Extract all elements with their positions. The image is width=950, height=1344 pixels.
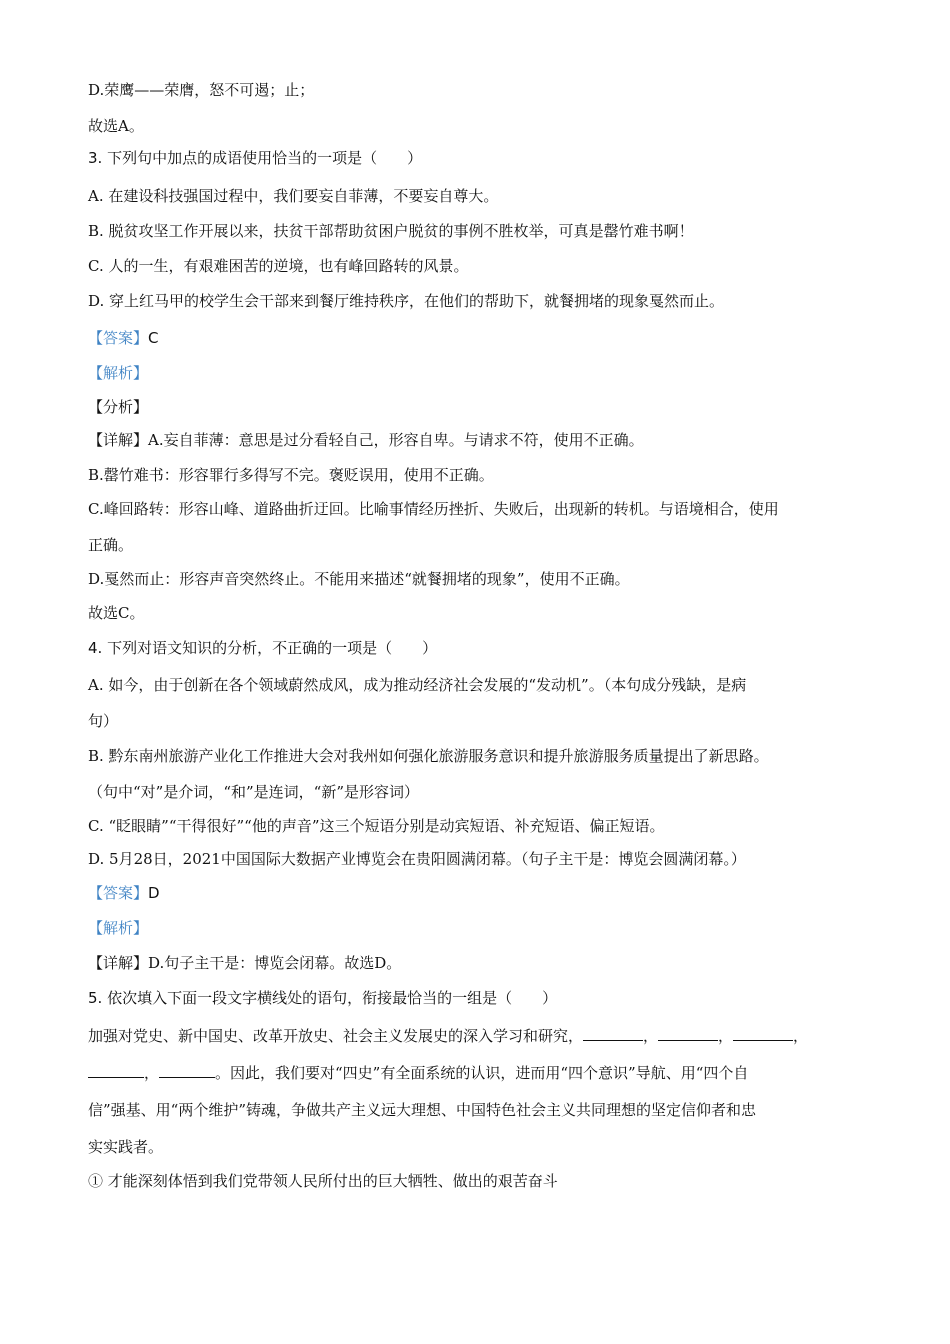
question-4-option-c: C. “眨眼睛”“干得很好”“他的声音”这三个短语分别是动宾短语、补充短语、偏正短语。 xyxy=(88,817,665,835)
fill-blank xyxy=(583,1026,643,1041)
question-4-option-d: D. 5月28日，2021中国国际大数据产业博览会在贵阳圆满闭幕。（句子主干是：博览会圆满闭幕。） xyxy=(88,850,746,868)
answer-value: D xyxy=(148,884,160,902)
fill-blank xyxy=(658,1026,718,1041)
text-line: 句） xyxy=(88,712,119,730)
question-3-option-c: C. 人的一生，有艰难困苦的逆境，也有峰回路转的风景。 xyxy=(88,257,469,275)
answer-line xyxy=(88,328,890,348)
question-5-stem: 5. 依次填入下面一段文字横线处的语句，衔接最恰当的一组是（ ） xyxy=(88,989,558,1007)
analysis-tag: 【解析】 xyxy=(88,364,149,382)
analysis-tag: 【解析】 xyxy=(88,919,149,937)
text-line: 【详解】D.句子主干是：博览会闭幕。故选D。 xyxy=(88,954,402,972)
answer-tag: 【答案】 xyxy=(88,884,149,902)
fill-blank xyxy=(159,1063,215,1078)
text-segment: 加强对党史、新中国史、改革开放史、社会主义发展史的深入学习和研究， xyxy=(88,1027,584,1045)
question-4-stem: 4. 下列对语文知识的分析，不正确的一项是（ ） xyxy=(88,639,438,657)
text-line: B.罄竹难书：形容罪行多得写不完。褒贬误用，使用不正确。 xyxy=(88,466,494,484)
text-line: D.戛然而止：形容声音突然终止。不能用来描述“就餐拥堵的现象”，使用不正确。 xyxy=(88,570,630,588)
question-3-option-d: D. 穿上红马甲的校学生会干部来到餐厅维持秩序，在他们的帮助下，就餐拥堵的现象戛然而止。 xyxy=(88,292,725,310)
question-3-option-b: B. 脱贫攻坚工作开展以来，扶贫干部帮助贫困户脱贫的事例不胜枚举，可真是罄竹难书啊！ xyxy=(88,222,694,240)
separator: ， xyxy=(793,1027,809,1045)
question-3-option-a: A. 在建设科技强国过程中，我们要妄自菲薄，不要妄自尊大。 xyxy=(88,187,499,205)
text-line: D.荣鹰——荣膺，怒不可遏；止； xyxy=(88,81,315,99)
fill-blank-line xyxy=(88,1026,890,1046)
text-line: 【分析】 xyxy=(88,398,149,416)
question-4-option-b: B. 黔东南州旅游产业化工作推进大会对我州如何强化旅游服务意识和提升旅游服务质量提出了新思路。 xyxy=(88,747,769,765)
answer-tag: 【答案】 xyxy=(88,329,149,347)
analysis-tag-line xyxy=(88,918,890,938)
fill-blank xyxy=(88,1063,144,1078)
separator: ， xyxy=(144,1064,160,1082)
text-line: （句中“对”是介词，“和”是连词，“新”是形容词） xyxy=(88,783,420,801)
text-segment: 。因此，我们要对“四史”有全面系统的认识，进而用“四个意识”导航、用“四个自 xyxy=(215,1064,749,1082)
fill-blank-line xyxy=(88,1063,890,1083)
text-line: 正确。 xyxy=(88,536,134,554)
question-3-stem: 3. 下列句中加点的成语使用恰当的一项是（ ） xyxy=(88,149,423,167)
text-line: ① 才能深刻体悟到我们党带领人民所付出的巨大牺牲、做出的艰苦奋斗 xyxy=(88,1172,558,1190)
question-4-option-a: A. 如今，由于创新在各个领域蔚然成风，成为推动经济社会发展的“发动机”。（本句成分残缺，是病 xyxy=(88,676,747,694)
text-line: 故选A。 xyxy=(88,117,144,135)
text-line: 实实践者。 xyxy=(88,1138,164,1156)
text-line: C.峰回路转：形容山峰、道路曲折迂回。比喻事情经历挫折、失败后，出现新的转机。与语境相合，使用 xyxy=(88,500,779,518)
answer-value: C xyxy=(148,329,159,347)
analysis-tag-line xyxy=(88,363,890,383)
text-line: 信”强基、用“两个维护”铸魂，争做共产主义远大理想、中国特色社会主义共同理想的坚定信仰者和忠 xyxy=(88,1101,757,1119)
text-line: 【详解】A.妄自菲薄：意思是过分看轻自己，形容自卑。与请求不符，使用不正确。 xyxy=(88,431,644,449)
fill-blank xyxy=(733,1026,793,1041)
separator: ， xyxy=(718,1027,734,1045)
separator: ， xyxy=(643,1027,659,1045)
text-line: 故选C。 xyxy=(88,604,145,622)
answer-line xyxy=(88,883,890,903)
